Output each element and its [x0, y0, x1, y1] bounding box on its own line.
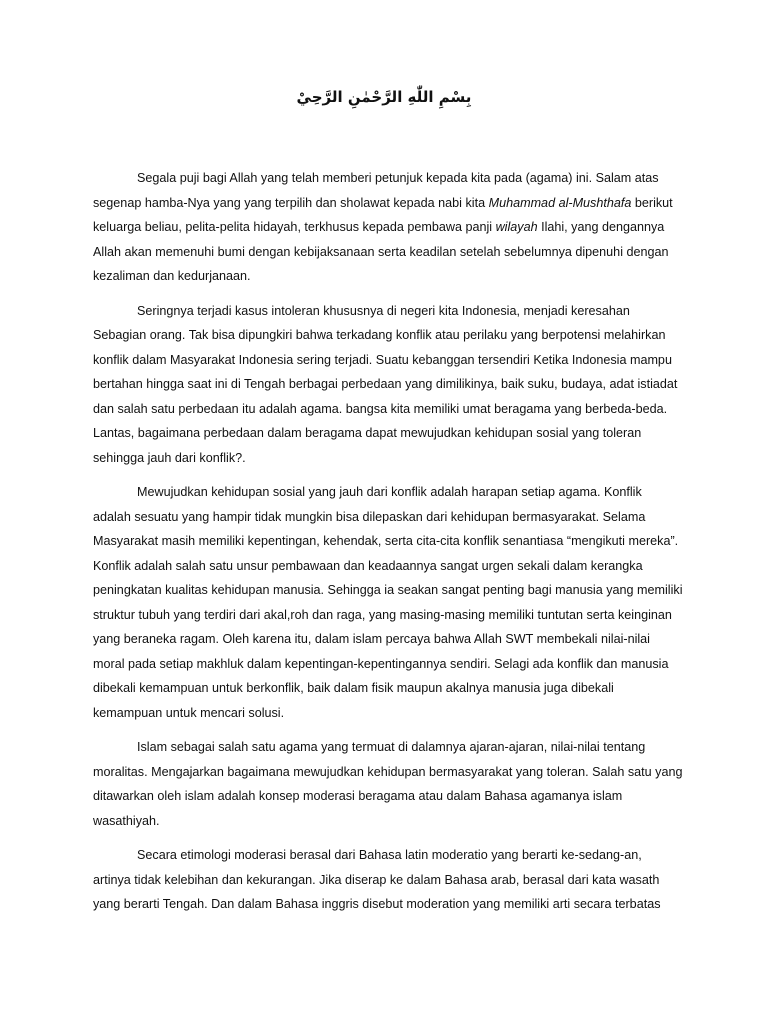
paragraph-4: Islam sebagai salah satu agama yang termuat di dalamnya ajaran-ajaran, nilai-nilai tentang moralitas. Mengajarkan bagaimana mewujudkan kehidupan bermasyarakat yang toleran. Salah satu yang ditawarkan oleh islam adalah konsep moderasi beragama atau dalam Bahasa agamanya islam wasathiyah. [93, 740, 683, 828]
paragraph-5: Secara etimologi moderasi berasal dari Bahasa latin moderatio yang berarti ke-sedang-an, artinya tidak kelebihan dan kekurangan. Jika diserap ke dalam Bahasa arab, berasal dari kata wasath yang berarti Tengah. Dan dalam Bahasa inggris disebut moderation yang memiliki arti secara terbatas [93, 848, 661, 911]
paragraph-1-italic-name: Muhammad al-Mushthafa [488, 195, 632, 210]
paragraph-2: Seringnya terjadi kasus intoleran khususnya di negeri kita Indonesia, menjadi keresahan Sebagian orang. Tak bisa dipungkiri bahwa terkadang konflik atau perilaku yang berpotensi melahirkan konflik dalam Masyarakat Indonesia sering terjadi. Suatu kebanggan tersendiri Ketika Indonesia mampu bertahan hingga saat ini di Tengah berbagai perbedaan yang dimilikinya, baik suku, budaya, adat istiadat dan salah satu perbedaan itu adalah agama. bangsa kita memiliki umat beragama yang berbeda-beda. Lantas, bagaimana perbedaan dalam beragama dapat mewujudkan kehidupan sosial yang toleran sehingga jauh dari konflik?. [93, 303, 678, 465]
paragraph-1-part-c: berikut keluarga beliau, pelita-pelita hidayah, terkhusus kepada pembawa panji [93, 195, 673, 234]
basmala-heading: بِسْمِ اللّٰهِ الرَّحْمٰنِ الرَّحِيْ [296, 88, 472, 106]
document-body [93, 166, 683, 927]
paragraph-1-part-e: Ilahi, yang dengannya Allah akan memenuhi bumi dengan kebijaksanaan serta keadilan setelah sebelumnya dipenuhi dengan kezaliman dan kedurjanaan. [93, 220, 669, 283]
paragraph-1 [93, 166, 683, 289]
paragraph-3: Mewujudkan kehidupan sosial yang jauh dari konflik adalah harapan setiap agama. Konflik adalah sesuatu yang hampir tidak mungkin bisa dilepaskan dari kehidupan bermasyarakat. Selama Masyarakat masih memiliki kepentingan, kehendak, serta cita-cita konflik senantiasa “mengikuti mereka”. Konflik adalah salah satu unsur pembawaan dan keadaannya sangat urgen sekali dalam kerangka peningkatan kualitas kehidupan manusia. Sehingga ia seakan sangat penting bagi manusia yang memiliki struktur tubuh yang terdiri dari akal,roh dan raga, yang masing-masing memiliki tuntutan serta keinginan yang beraneka ragam. Oleh karena itu, dalam islam percaya bahwa Allah SWT membekali nilai-nilai moral pada setiap makhluk dalam kepentingan-kepentingannya sendiri. Selagi ada konflik dan manusia dibekali kemampuan untuk berkonflik, baik dalam fisik maupun akalnya manusia juga dibekali kemampuan untuk mencari solusi. [93, 485, 683, 720]
paragraph-1-italic-term: wilayah [495, 220, 538, 234]
paragraph-1-part-a: Segala puji bagi Allah yang telah memberi petunjuk kepada kita pada (agama) ini. Salam atas segenap hamba-Nya yang yang terpilih dan sholawat kepada nabi kita [93, 171, 659, 210]
